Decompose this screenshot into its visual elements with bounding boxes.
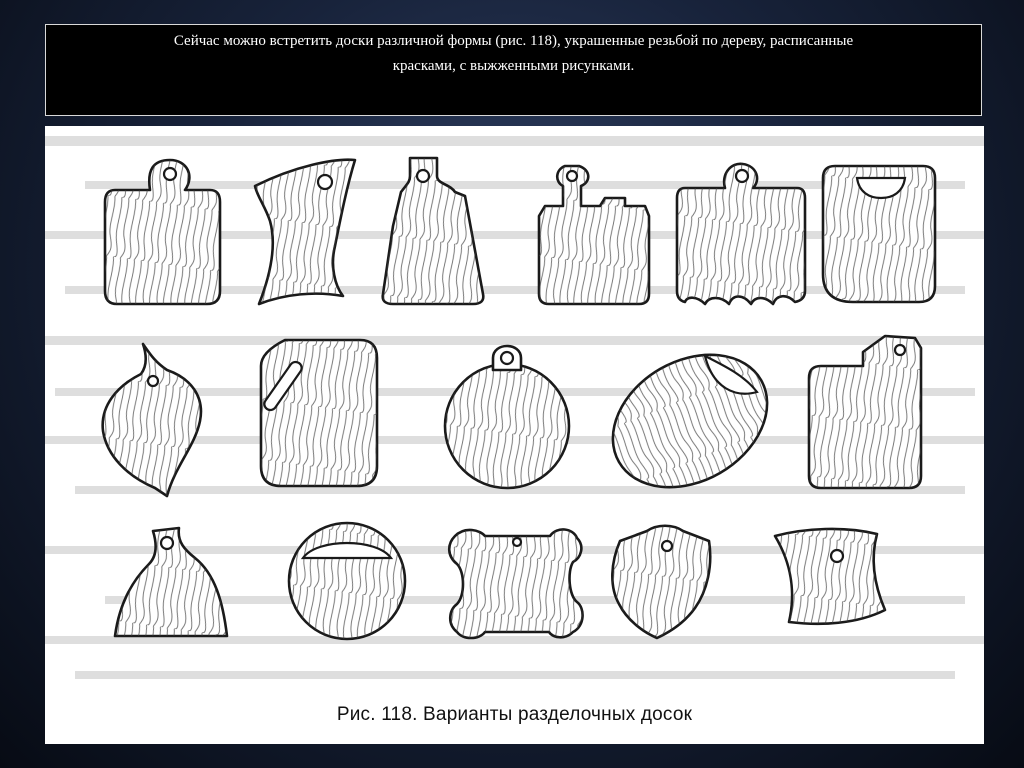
- figure-caption: Рис. 118. Варианты разделочных досок: [336, 704, 693, 725]
- board-11: [809, 336, 921, 488]
- figure-118: [45, 126, 984, 744]
- board-13: [289, 523, 405, 639]
- board-6: [823, 166, 935, 302]
- board-12: [115, 528, 227, 636]
- slide-title: [70, 29, 957, 79]
- slide-title-box: [45, 24, 982, 116]
- board-8: [261, 340, 377, 486]
- slide-title-line-2: красками, с выжженными рисунками.: [392, 58, 635, 74]
- slide-title-line-1: Сейчас можно встретить доски различной формы (рис. 118), украшенные резьбой по дереву, расписанные: [173, 33, 854, 49]
- figure-drawing: [45, 126, 984, 744]
- board-9: [445, 346, 569, 488]
- board-14: [449, 529, 582, 638]
- board-7: [103, 344, 201, 496]
- board-16: [775, 529, 885, 624]
- board-15: [612, 526, 710, 638]
- board-3: [383, 158, 484, 304]
